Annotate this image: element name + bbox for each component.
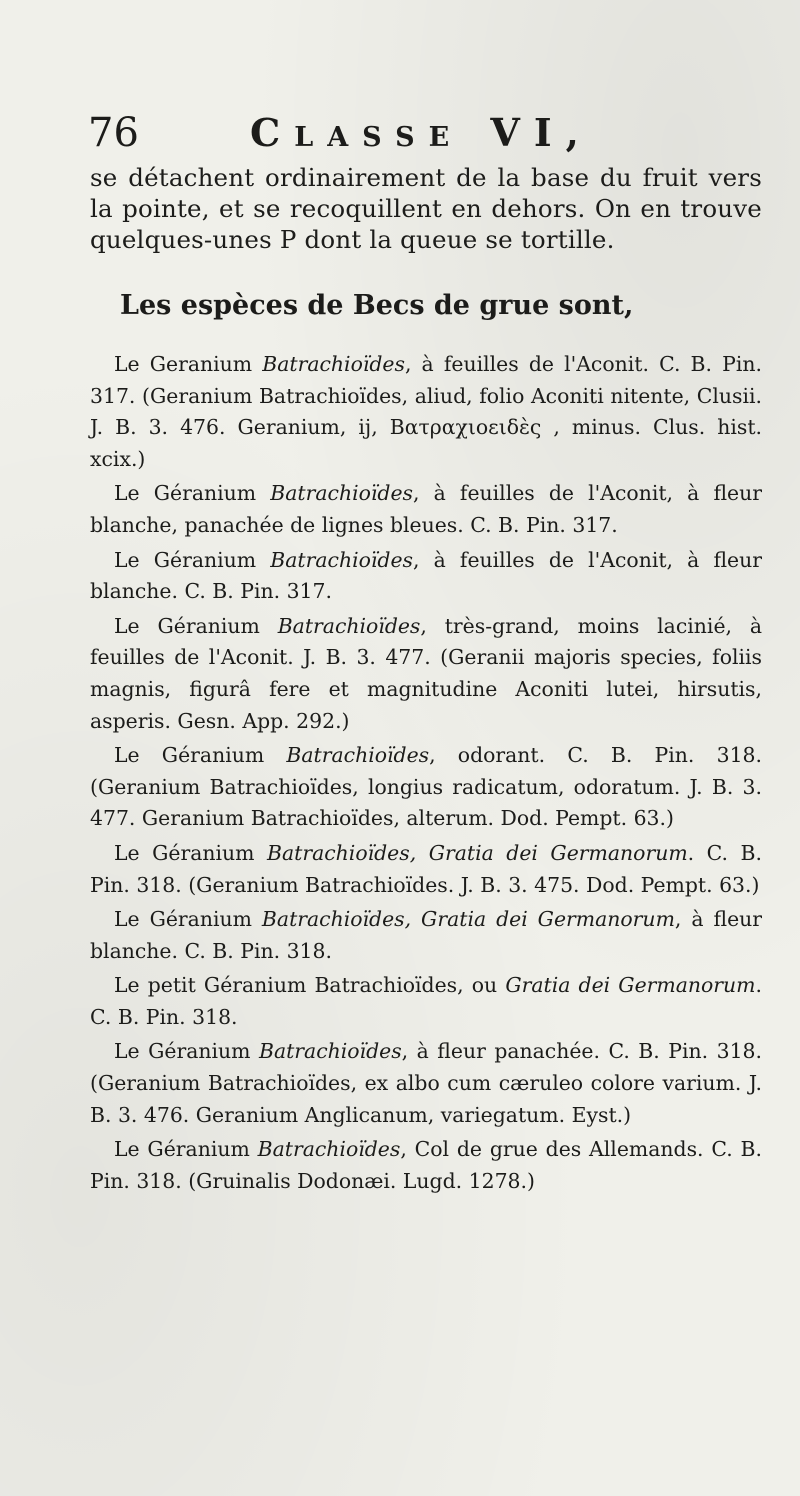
entry-text: Le Géranium [114,547,271,572]
entry-text: Le Géranium [114,907,262,932]
entry-italic-name: Batrachioïdes [270,481,413,506]
species-entry [90,1134,762,1197]
entry-text: , à feuilles de l'Aconit, à fleur blanche, panachée de lignes bleues. C. B. Pin. 317. [90,481,763,537]
page-number: 76 [88,110,139,156]
intro-paragraph: se détachent ordinairement de la base du fruit vers la pointe, et se recoquillent en dehors. On en trouve quelques-unes P dont la queue se tortille. [90,163,762,254]
species-entry [90,1036,762,1131]
entry-italic-name: Batrachioïdes [270,547,413,572]
entry-text: , Col de grue des Allemands. C. B. Pin. 318. (Gruinalis Dodonæi. Lugd. 1278.) [90,1137,762,1193]
section-title: Les espèces de Becs de grue sont, [120,290,634,321]
entry-text: . C. B. Pin. 318. (Geranium Batrachioïdes. J. B. 3. 475. Dod. Pempt. 63.) [90,840,762,897]
entry-text: Le Géranium [114,743,287,768]
entry-italic-name: Batrachioïdes [258,1039,402,1064]
entry-text: , à feuilles de l'Aconit, à fleur blanche. C. B. Pin. 317. [90,547,763,604]
entry-text: , très-grand, moins lacinié, à feuilles de l'Aconit. J. B. 3. 477. (Geranii majoris species, foliis magnis, figurâ fere et magnitudine Aconiti lutei, hirsutis, asperis. Gesn. App. 292.) [90,613,762,733]
entry-text: , à fleur panachée. C. B. Pin. 318. (Geranium Batrachioïdes, ex albo cum cæruleo colore varium. J. B. 3. 476. Geranium Anglicanum, variegatum. Eyst.) [90,1039,762,1127]
entry-italic-name: Batrachioïdes, Gratia dei Germanorum [267,840,688,865]
species-entry [90,611,762,737]
species-list [90,349,762,1197]
entry-italic-name: Batrachioïdes [262,352,405,376]
page-body [90,162,762,1200]
entry-italic-name: Batrachioïdes [277,613,421,638]
species-entry [90,478,762,541]
species-entry [90,970,762,1033]
species-entry [90,838,762,901]
entry-text: , odorant. C. B. Pin. 318. (Geranium Batrachioïdes, longius radicatum, odoratum. J. B. 3. 477. Geranium Batrachioïdes, alterum. Dod. Pempt. 63.) [90,743,762,831]
entry-text: Le Géranium [114,481,271,506]
entry-text: Le petit Géranium Batrachioïdes, ou [114,973,506,998]
entry-text: Le Geranium [114,352,263,376]
entry-text: Le Géranium [114,1137,258,1162]
entry-italic-name: Batrachioïdes [257,1137,401,1162]
species-entry [90,904,762,967]
entry-italic-name: Batrachioïdes, Gratia dei Germanorum [261,907,675,932]
page-header [88,108,768,158]
entry-italic-name: Batrachioïdes [286,743,430,768]
entry-text: Le Géranium [114,1039,259,1064]
entry-text: , à fleur blanche. C. B. Pin. 318. [90,907,763,963]
entry-text: , à feuilles de l'Aconit. C. B. Pin. 317. (Geranium Batrachioïdes, aliud, folio Aconiti nitente, Clusii. J. B. 3. 476. Geranium, ij, Βατραχιοειδὲς , minus. Clus. hist. xcix.) [90,352,763,471]
species-entry [90,349,762,475]
entry-text: Le Géranium [114,613,278,638]
entry-text: . C. B. Pin. 318. [90,973,763,1029]
species-entry [90,545,762,608]
entry-text: Le Géranium [114,840,268,865]
running-head: Classe VI, [250,110,593,155]
species-entry [90,740,762,835]
entry-italic-name: Gratia dei Germanorum [505,973,756,998]
